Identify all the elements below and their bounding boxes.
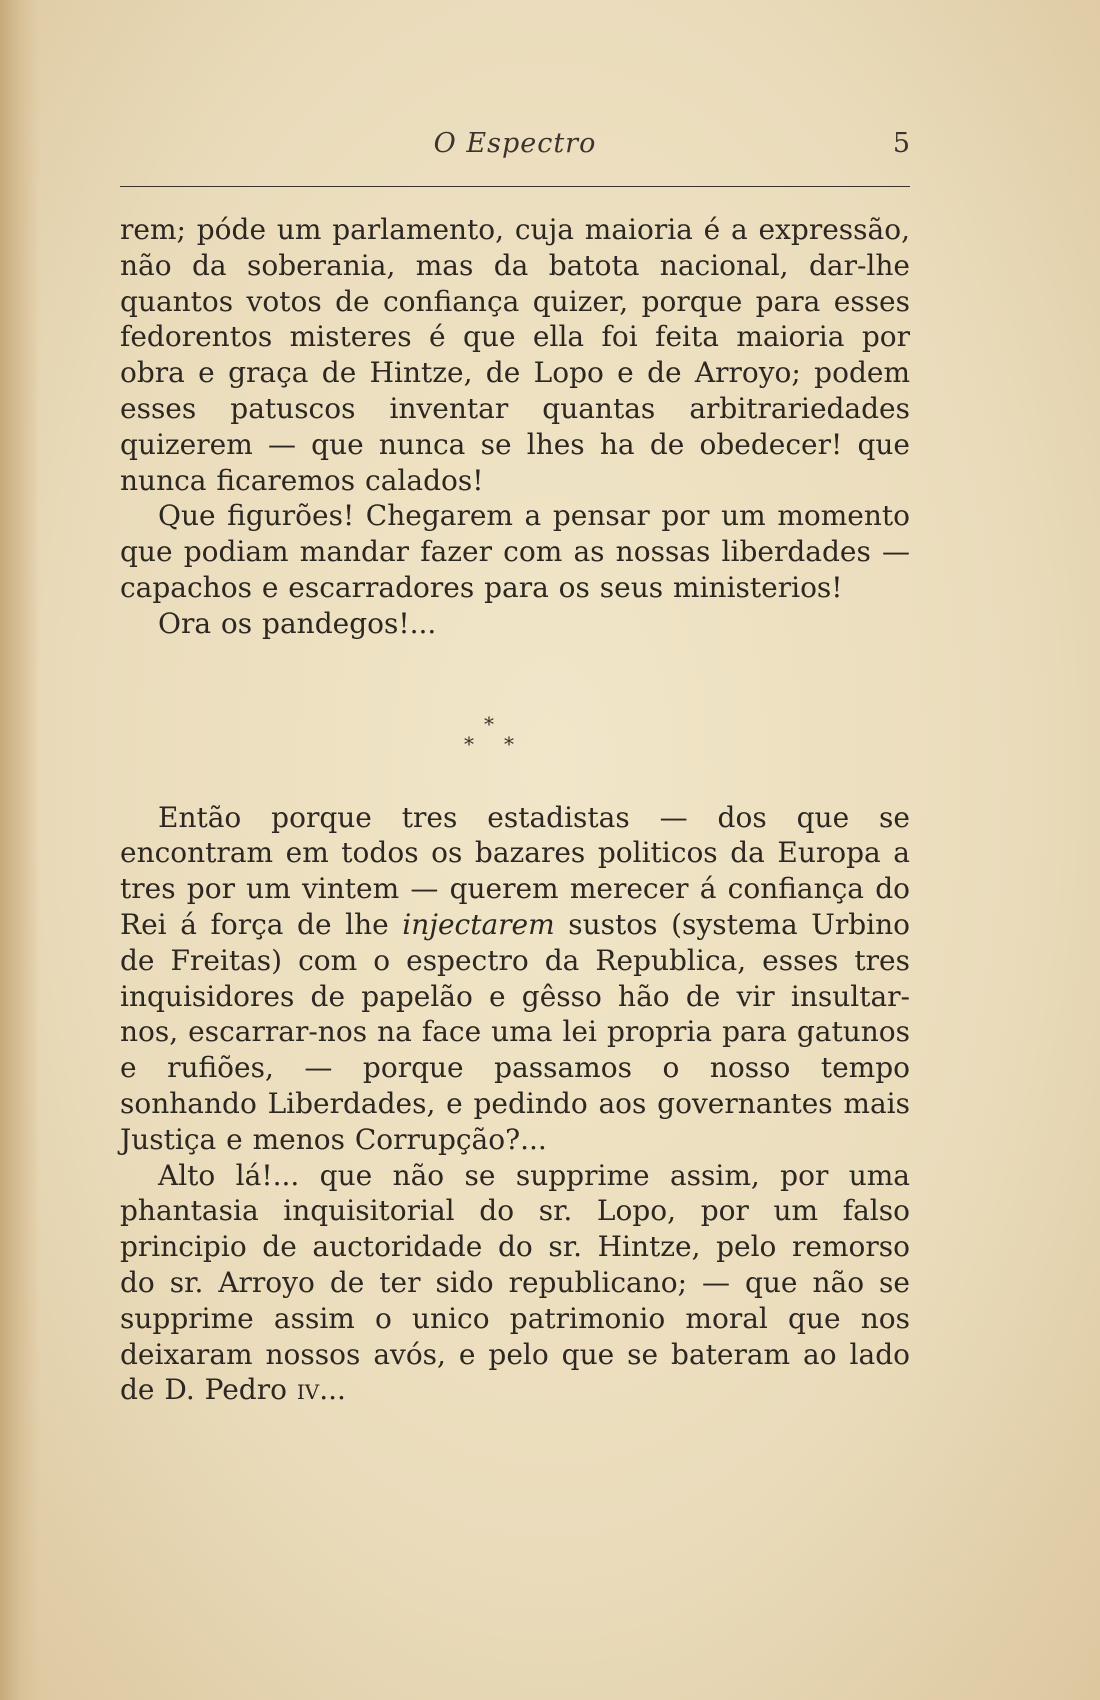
paragraph-text: Alto lá!... que não se supprime assim, por uma phantasia inquisitorial do sr. Lopo, por um falso principio de auctoridade do sr. Hintze, pelo remorso do sr. Arroyo de ter sido republicano; — que não se supprime assim o unico patrimonio moral que nos deixaram nossos avós, e pelo que se bateram ao lado de D. Pedro	[120, 1158, 910, 1407]
page-header	[120, 128, 910, 168]
paragraph-continuation: rem; póde um parlamento, cuja maioria é a expressão, não da soberania, mas da batota nacional, dar-lhe quantos votos de confiança quizer, porque para esses fedorentos misteres é que ella foi feita maioria por obra e graça de Hintze, de Lopo e de Arroyo; podem esses patuscos inventar quantas arbitrariedades quizerem — que nunca se lhes ha de obedecer! que nunca ficaremos calados!	[120, 213, 910, 497]
running-title: O Espectro	[433, 128, 597, 159]
paragraph-estadistas	[120, 800, 910, 1158]
paragraph-figuroes: Que figurões! Chegarem a pensar por um momento que podiam mandar fazer com as nossas liberdades — capachos e escarradores para os seus ministerios!	[120, 499, 910, 604]
paragraph-text: sustos (systema Urbino de Freitas) com o espectro da Republica, esses tres inquisidores de papelão e gêsso hão de vir insultar-nos, escarrar-nos na face uma lei propria para gatunos e rufiões, — porque passamos o nosso tempo sonhando Liberdades, e pedindo aos governantes mais Justiça e menos Corrupção?...	[120, 907, 910, 1156]
asterism-star: *	[484, 711, 494, 736]
header-rule	[120, 186, 910, 187]
page-spine-shadow	[0, 0, 40, 1700]
page-number: 5	[892, 128, 910, 159]
paragraph-pandegos: Ora os pandegos!...	[158, 606, 437, 640]
paragraph-text: ...	[319, 1373, 346, 1407]
body-text	[120, 212, 910, 1408]
asterism	[120, 642, 910, 800]
paragraph-text: Então porque tres estadistas — dos que se encontram em todos os bazares politicos da Europa a tres por um vintem — querem merecer á confiança do Rei á força de lhe	[120, 800, 910, 941]
paragraph-alto-la	[120, 1158, 910, 1409]
roman-numeral: iv	[296, 1373, 320, 1407]
italic-word: injectarem	[402, 907, 555, 941]
asterism-star: *	[504, 731, 514, 756]
asterism-star: *	[464, 731, 474, 756]
